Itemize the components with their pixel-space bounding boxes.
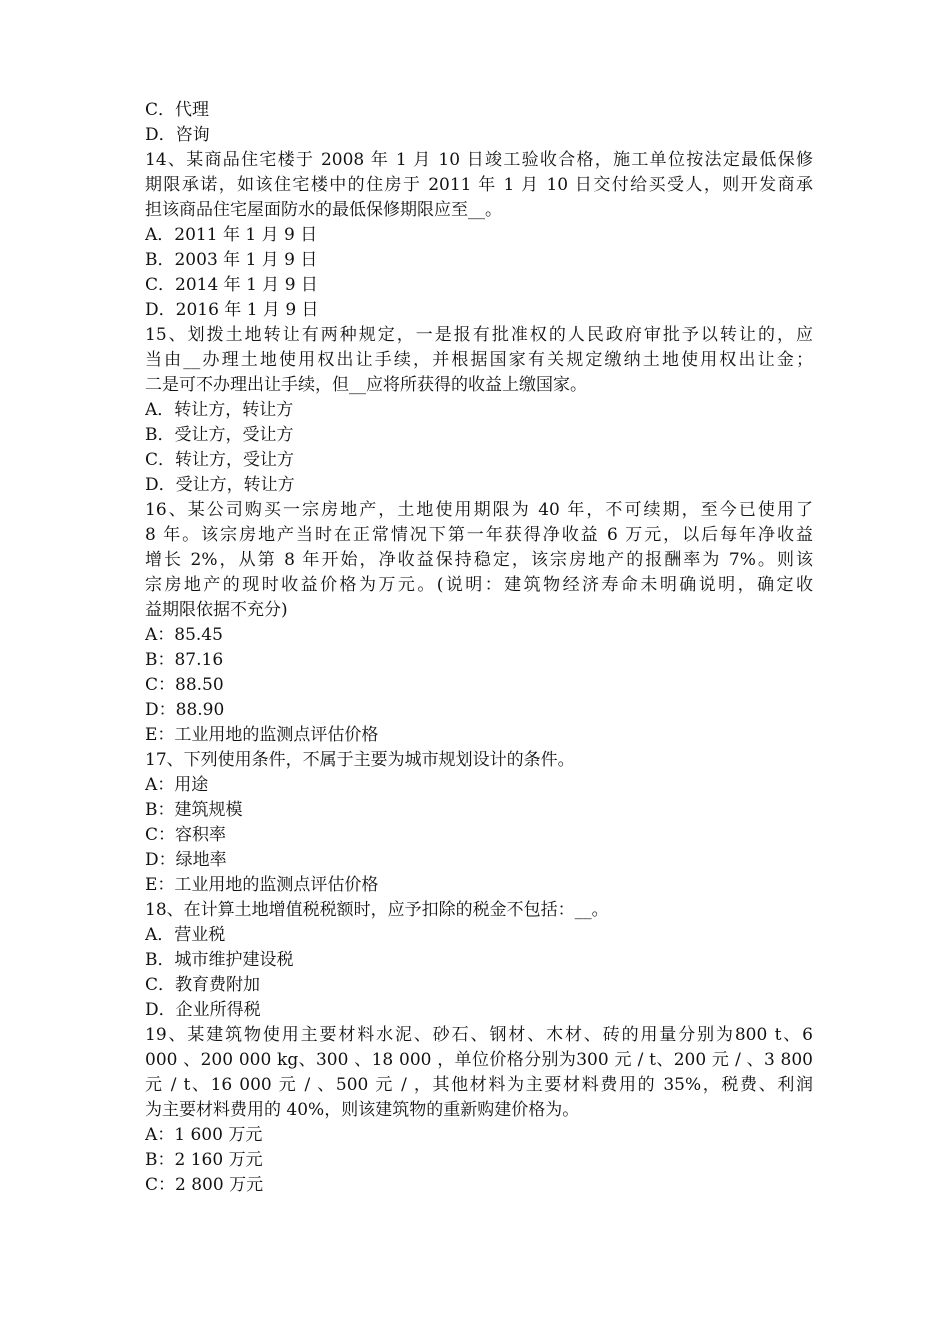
answer-option: A：85.45 [145, 625, 223, 645]
answer-option: C：2 800 万元 [145, 1175, 264, 1195]
answer-option: A：用途 [145, 775, 209, 795]
question-text-line: 担该商品住宅屋面防水的最低保修期限应至__。 [145, 200, 502, 220]
answer-option: D：88.90 [145, 700, 225, 720]
answer-option: C．2014 年 1 月 9 日 [145, 275, 318, 295]
question-text-line: 为主要材料费用的 40%，则该建筑物的重新购建价格为。 [145, 1100, 580, 1120]
question-text-line: 15、划拨土地转让有两种规定，一是报有批准权的人民政府审批予以转让的，应 [145, 325, 813, 345]
answer-option: D．咨询 [145, 125, 210, 145]
answer-option: D．受让方，转让方 [145, 475, 295, 495]
answer-option: C．转让方，受让方 [145, 450, 295, 470]
question-text-line: 二是可不办理出让手续，但__应将所获得的收益上缴国家。 [145, 375, 587, 395]
answer-option: A．营业税 [145, 925, 226, 945]
question-text-line: 增长 2%，从第 8 年开始，净收益保持稳定，该宗房地产的报酬率为 7%。则该 [145, 550, 813, 570]
question-text-line: 17、下列使用条件，不属于主要为城市规划设计的条件。 [145, 750, 575, 770]
question-text-line: 14、某商品住宅楼于 2008 年 1 月 10 日竣工验收合格，施工单位按法定最低保修 [145, 150, 813, 170]
question-text-line: 000 、200 000 kg、300 、18 000 ，单位价格分别为300 元 / t、200 元 / 、3 800 [145, 1050, 813, 1070]
answer-option: D：绿地率 [145, 850, 227, 870]
answer-option: A：1 600 万元 [145, 1125, 263, 1145]
answer-option: B．受让方，受让方 [145, 425, 294, 445]
question-text-line: 16、某公司购买一宗房地产，土地使用期限为 40 年，不可续期，至今已使用了 [145, 500, 813, 520]
question-text-line: 元 / t、16 000 元 / 、500 元 / ，其他材料为主要材料费用的 35%，税费、利润 [145, 1075, 813, 1095]
answer-option: A．2011 年 1 月 9 日 [145, 225, 318, 245]
answer-option: B：2 160 万元 [145, 1150, 263, 1170]
answer-option: B：87.16 [145, 650, 224, 670]
answer-option: D．企业所得税 [145, 1000, 261, 1020]
answer-option: B．城市维护建设税 [145, 950, 294, 970]
question-text-line: 当由__办理土地使用权出让手续，并根据国家有关规定缴纳土地使用权出让金； [145, 350, 813, 370]
answer-option: B．2003 年 1 月 9 日 [145, 250, 318, 270]
answer-option: C．代理 [145, 100, 210, 120]
answer-option: D．2016 年 1 月 9 日 [145, 300, 319, 320]
answer-option: E：工业用地的监测点评估价格 [145, 725, 379, 745]
question-text-line: 益期限依据不充分) [145, 600, 288, 620]
answer-option: C：88.50 [145, 675, 224, 695]
answer-option: B：建筑规模 [145, 800, 243, 820]
question-text-line: 8 年。该宗房地产当时在正常情况下第一年获得净收益 6 万元，以后每年净收益 [145, 525, 813, 545]
answer-option: C：容积率 [145, 825, 227, 845]
answer-option: E：工业用地的监测点评估价格 [145, 875, 379, 895]
question-text-line: 19、某建筑物使用主要材料水泥、砂石、钢材、木材、砖的用量分别为800 t、6 [145, 1025, 813, 1045]
answer-option: C．教育费附加 [145, 975, 261, 995]
answer-option: A．转让方，转让方 [145, 400, 294, 420]
document-body [145, 98, 813, 1198]
question-text-line: 18、在计算土地增值税税额时，应予扣除的税金不包括：__。 [145, 900, 609, 920]
question-text-line: 期限承诺，如该住宅楼中的住房于 2011 年 1 月 10 日交付给买受人，则开发商承 [145, 175, 813, 195]
question-text-line: 宗房地产的现时收益价格为万元。(说明：建筑物经济寿命未明确说明，确定收 [145, 575, 813, 595]
